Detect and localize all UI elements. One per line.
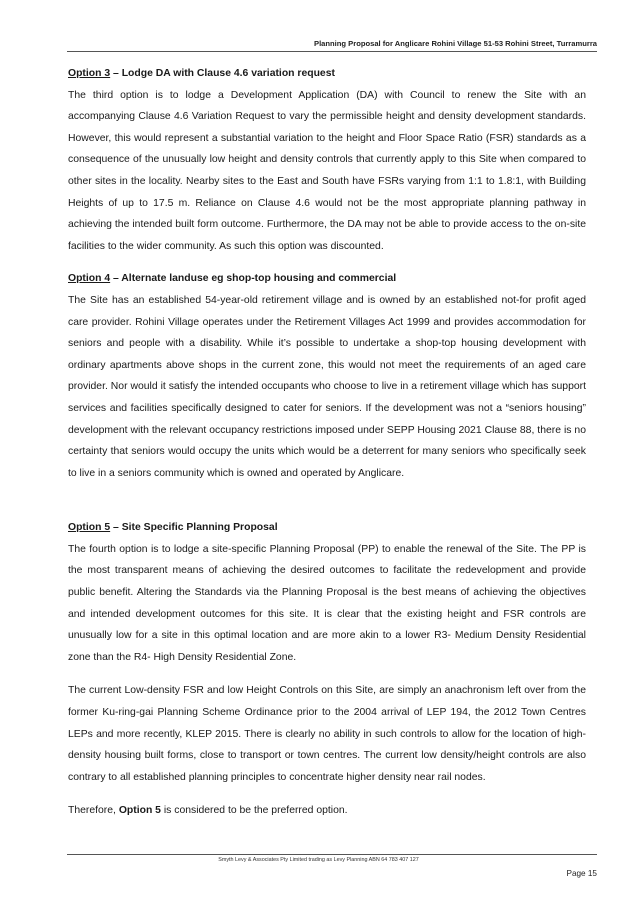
option4-title: – Alternate landuse eg shop-top housing and commercial bbox=[110, 273, 397, 285]
option5-label: Option 5 bbox=[68, 522, 111, 534]
conclusion-suffix: is considered to be the preferred option. bbox=[160, 805, 348, 817]
conclusion-emphasis: Option 5 bbox=[118, 805, 161, 817]
document-body bbox=[68, 63, 586, 822]
option3-title: – Lodge DA with Clause 4.6 variation request bbox=[110, 68, 335, 79]
option3-label: Option 3 bbox=[68, 68, 111, 79]
option4-paragraph: The Site has an established 54-year-old retirement village and is owned by an established not-for profit aged care provider. Rohini Village operates under the Retirement Villages Act 1999 and provides accommodation for seniors and people with a disability. While it’s possible to undertake a shop-top housing development with ordinary apartments above shops in the current zone, this would not meet the requirements of an aged care provider. Nor would it satisfy the intended occupants who choose to live in a retirement village which has support services and facilities specifically designed to cater for seniors. If the development was not a “seniors housing” development with the relevant occupancy restrictions imposed under SEPP Housing 2021 Clause 88, there is no certainty that seniors would occupy the units which would be a deterrent for many seniors who specifically seek to live in a seniors community which is owned and operated by Anglicare. bbox=[68, 294, 586, 479]
option4-label: Option 4 bbox=[68, 273, 111, 285]
option5-paragraph: The fourth option is to lodge a site-specific Planning Proposal (PP) to enable the renewal of the Site. The PP is the most transparent means of achieving the desired outcomes to facilitate the redevelopment and provide public benefit. Altering the Standards via the Planning Proposal is the best means of achieving the objectives and intended development outcomes for this site. It is clear that the existing height and FSR controls are unusually low for a site in this optimal location and are more akin to a lower R3- Medium Density Residential zone than the R4- High Density Residential Zone. bbox=[68, 543, 586, 663]
option5-heading bbox=[68, 517, 586, 539]
option4-heading bbox=[68, 268, 586, 290]
option3-paragraph: The third option is to lodge a Development Application (DA) with Council to renew the Site with an accompanying Clause 4.6 Variation Request to vary the permissible height and density development standards. However, this would represent a substantial variation to the height and Floor Space Ratio (FSR) standards as a consequence of the unusually low height and density controls that currently apply to this Site when compared to other sites in the locality. Nearby sites to the East and South have FSRs varying from 1:1 to 1.8:1, with Building Heights of up to 17.5 m. Reliance on Clause 4.6 would not be the most appropriate planning pathway in achieving the intended built form outcome. Furthermore, the DA may not be able to provide access to the on-site facilities to the wider community. As such this option was discounted. bbox=[68, 89, 586, 252]
running-header: Planning Proposal for Anglicare Rohini Village 51-53 Rohini Street, Turramurra bbox=[314, 39, 597, 48]
option5-paragraph-2: The current Low-density FSR and low Height Controls on this Site, are simply an anachronism left over from the former Ku-ring-gai Planning Scheme Ordinance prior to the 2004 arrival of LEP 194, the 2012 Town Centres LEPs and more recently, KLEP 2015. There is clearly no ability in such controls to allow for the location of high-density housing built forms, close to transport or town centres. The current low density/height controls are also contrary to all established planning principles to concentrate higher density near rail nodes. bbox=[68, 685, 586, 783]
footer-company: Smyth Levy & Associates Pty Limited trading as Levy Planning ABN 64 783 407 127 bbox=[218, 857, 419, 863]
header-divider bbox=[67, 51, 597, 52]
page-number: Page 15 bbox=[566, 869, 597, 878]
footer-divider bbox=[67, 854, 597, 855]
conclusion-paragraph bbox=[68, 800, 586, 822]
conclusion-prefix: Therefore, bbox=[68, 805, 119, 817]
option3-heading bbox=[68, 63, 586, 85]
option5-title: – Site Specific Planning Proposal bbox=[110, 522, 278, 534]
